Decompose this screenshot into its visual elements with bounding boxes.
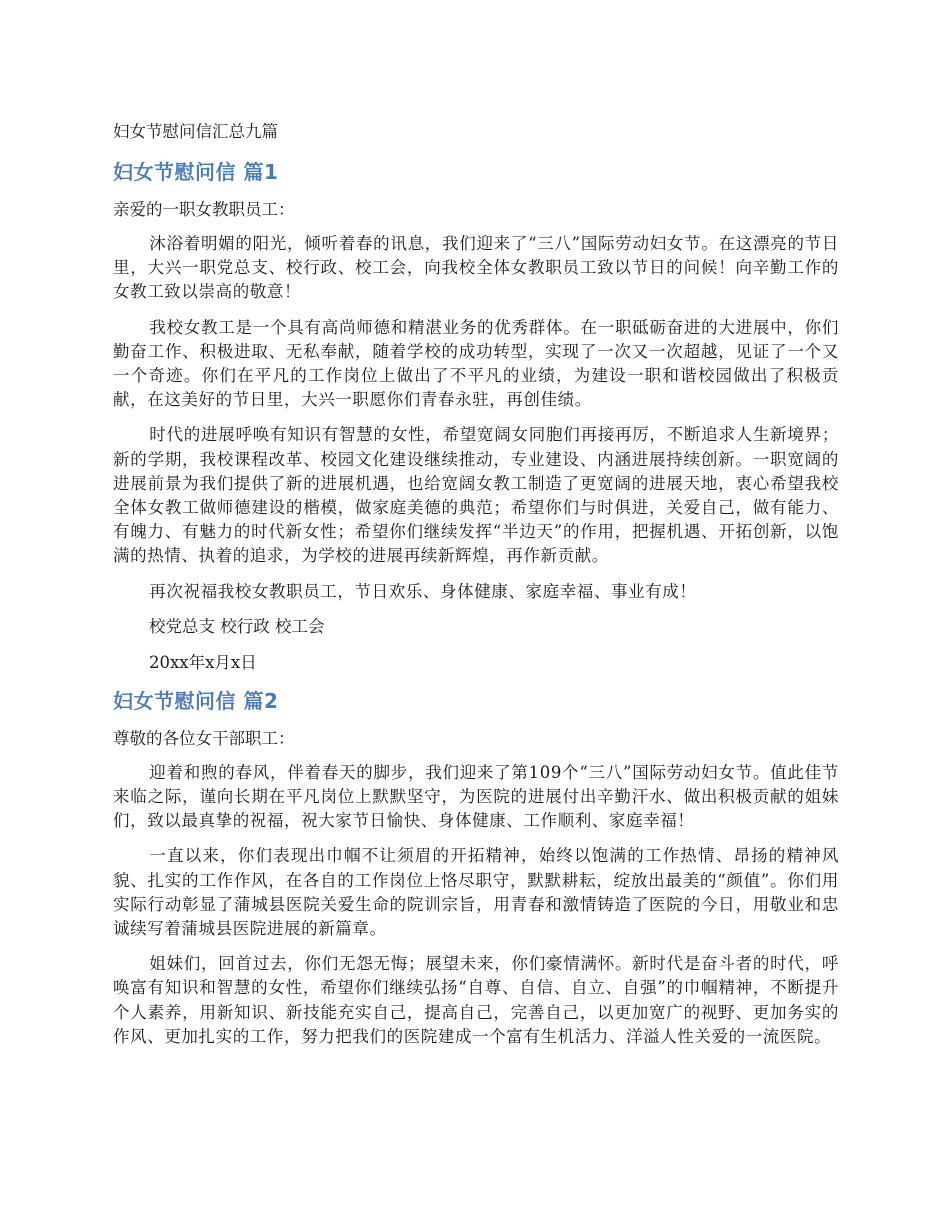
paragraph: 姐妹们，回首过去，你们无怨无悔；展望未来，你们豪情满怀。新时代是奋斗者的时代，呼唤富有知识和智慧的女性，希望你们继续弘扬“自尊、自信、自立、自强”的巾帼精神，不断提升个人素养，用新知识、新技能充实自己，提高自己，完善自己，以更加宽广的视野、更加务实的作风、更加扎实的工作，努力把我们的医院建成一个富有生机活力、洋溢人性关爱的一流医院。 [113, 954, 839, 1046]
salutation: 尊敬的各位女干部职工： [113, 728, 295, 748]
salutation: 亲爱的一职女教职员工： [113, 200, 295, 219]
date: 20xx年x月x日 [149, 652, 257, 672]
section-2 [113, 687, 839, 1049]
section-heading: 妇女节慰问信 篇1 [113, 160, 279, 184]
document-title: 妇女节慰问信汇总九篇 [113, 122, 278, 141]
paragraph: 我校女教工是一个具有高尚师德和精湛业务的优秀群体。在一职砥砺奋进的大进展中，你们勤奋工作、积极进取、无私奉献，随着学校的成功转型，实现了一次又一次超越，见证了一个又一个奇迹。你们在平凡的工作岗位上做出了不平凡的业绩，为建设一职和谐校园做出了积极贡献，在这美好的节日里，大兴一职愿你们青春永驻，再创佳绩。 [113, 317, 839, 410]
paragraph: 时代的进展呼唤有知识有智慧的女性，希望宽阔女同胞们再接再厉，不断追求人生新境界；新的学期，我校课程改革、校园文化建设继续推动，专业建设、内涵进展持续创新。一职宽阔的进展前景为我们提供了新的进展机遇，也给宽阔女教工制造了更宽阔的进展天地，衷心希望我校全体女教工做师德建设的楷模，做家庭美德的典范；希望你们与时俱进，关爱自己，做有能力、有魄力、有魅力的时代新女性；希望你们继续发挥“半边天”的作用，把握机遇、开拓创新，以饱满的热情、执着的追求，为学校的进展再续新辉煌，再作新贡献。 [113, 425, 839, 566]
signature: 校党总支 校行政 校工会 [149, 616, 325, 636]
paragraph: 一直以来，你们表现出巾帼不让须眉的开拓精神，始终以饱满的工作热情、昂扬的精神风貌、扎实的工作作风，在各自的工作岗位上恪尽职守，默默耕耘，绽放出最美的“颜值”。你们用实际行动彰显了蒲城县医院关爱生命的院训宗旨，用青春和激情铸造了医院的今日，用敬业和忠诚续写着蒲城县医院进展的新篇章。 [113, 846, 839, 939]
section-heading: 妇女节慰问信 篇2 [113, 688, 279, 713]
paragraph: 沐浴着明媚的阳光，倾听着春的讯息，我们迎来了“三八”国际劳动妇女节。在这漂亮的节日里，大兴一职党总支、校行政、校工会，向我校全体女教职员工致以节日的问候！向辛勤工作的女教工致以崇高的敬意！ [113, 234, 839, 302]
section-1 [113, 158, 839, 675]
document-page [113, 120, 839, 1060]
paragraph: 再次祝福我校女教职员工，节日欢乐、身体健康、家庭幸福、事业有成！ [149, 581, 697, 601]
paragraph: 迎着和煦的春风，伴着春天的脚步，我们迎来了第109个“三八”国际劳动妇女节。值此佳节来临之际，谨向长期在平凡岗位上默默坚守，为医院的进展付出辛勤汗水、做出积极贡献的姐妹们，致以最真挚的祝福，祝大家节日愉快、身体健康、工作顺利、家庭幸福！ [113, 762, 839, 831]
